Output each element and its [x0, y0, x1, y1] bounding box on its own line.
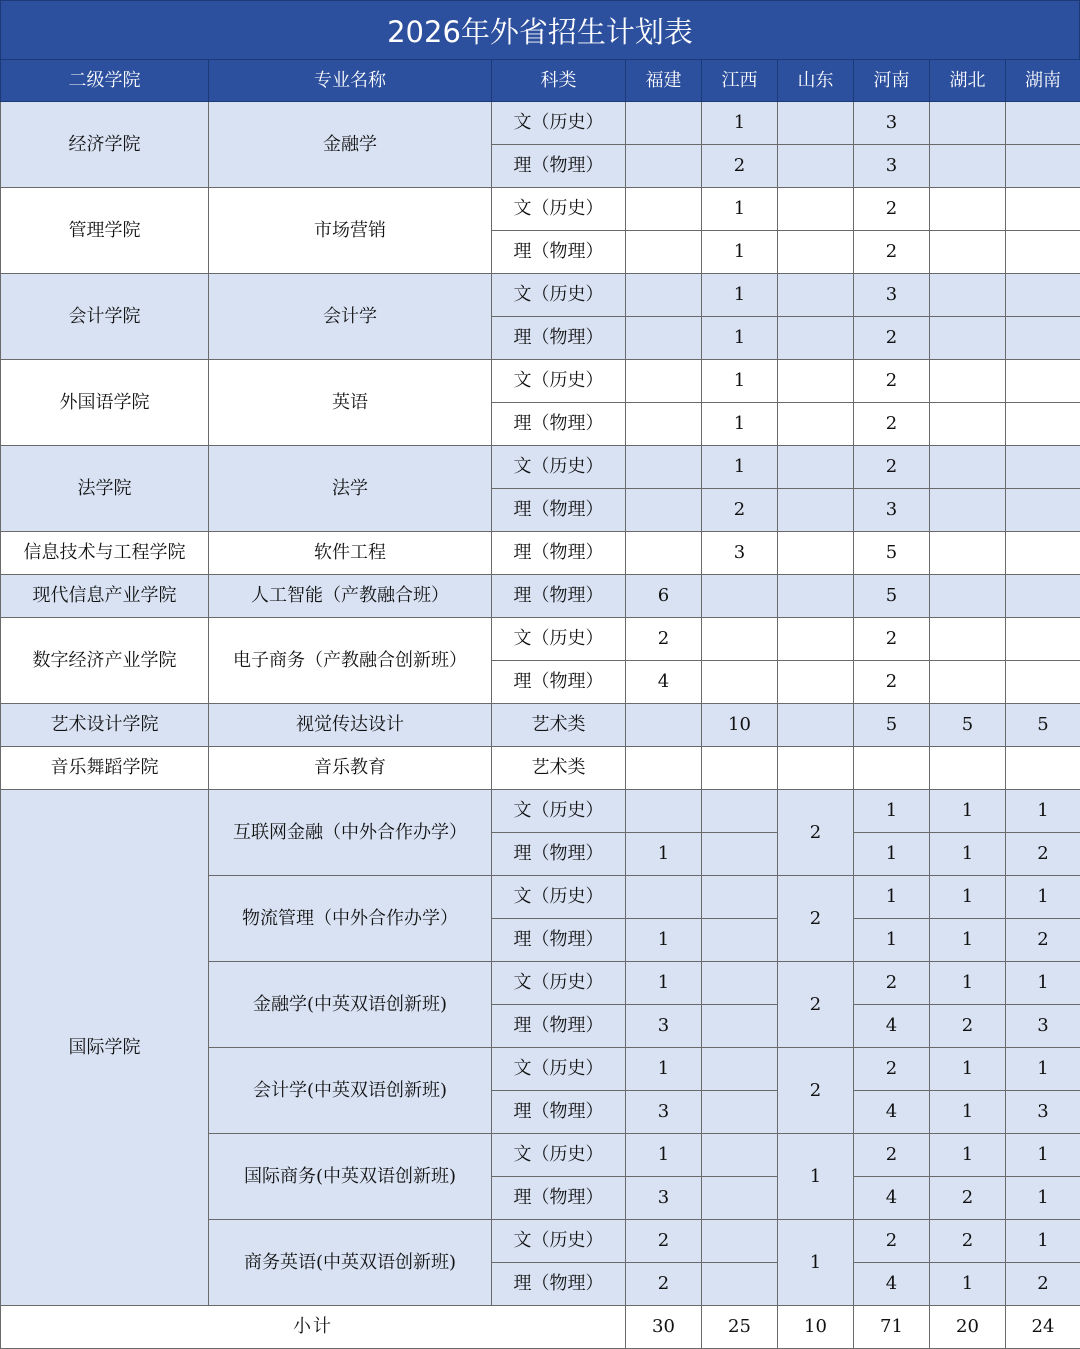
value-shandong: 2	[778, 1048, 854, 1134]
college-cell: 音乐舞蹈学院	[1, 747, 209, 790]
value-shandong	[778, 532, 854, 575]
category-cell: 理（物理）	[492, 489, 626, 532]
value-shandong	[778, 403, 854, 446]
category-cell: 理（物理）	[492, 145, 626, 188]
value-hubei: 1	[930, 1134, 1006, 1177]
table-row	[1, 618, 1080, 661]
value-hubei: 1	[930, 919, 1006, 962]
value-henan: 2	[854, 1134, 930, 1177]
table-row	[1, 575, 1080, 618]
value-hunan: 3	[1006, 1091, 1080, 1134]
major-cell: 视觉传达设计	[209, 704, 492, 747]
value-jiangxi: 1	[702, 274, 778, 317]
table-row	[1, 274, 1080, 317]
value-jiangxi: 2	[702, 489, 778, 532]
college-cell: 法学院	[1, 446, 209, 532]
value-hubei	[930, 360, 1006, 403]
value-shandong	[778, 231, 854, 274]
value-hunan	[1006, 360, 1080, 403]
value-jiangxi: 1	[702, 231, 778, 274]
value-hubei	[930, 489, 1006, 532]
value-fujian	[626, 102, 702, 145]
header-category: 科类	[492, 60, 626, 102]
table-row	[1, 446, 1080, 489]
value-henan: 2	[854, 317, 930, 360]
table-row	[1, 747, 1080, 790]
enrollment-table	[0, 59, 1080, 1349]
category-cell: 文（历史）	[492, 188, 626, 231]
value-hubei: 2	[930, 1177, 1006, 1220]
value-henan: 1	[854, 833, 930, 876]
value-hubei	[930, 274, 1006, 317]
value-fujian	[626, 188, 702, 231]
category-cell: 艺术类	[492, 704, 626, 747]
value-shandong: 1	[778, 1220, 854, 1306]
value-hubei: 2	[930, 1220, 1006, 1263]
value-hunan	[1006, 747, 1080, 790]
value-jiangxi	[702, 1177, 778, 1220]
value-henan	[854, 747, 930, 790]
value-jiangxi	[702, 1134, 778, 1177]
header-hunan: 湖南	[1006, 60, 1080, 102]
value-jiangxi	[702, 833, 778, 876]
category-cell: 理（物理）	[492, 833, 626, 876]
category-cell: 理（物理）	[492, 919, 626, 962]
major-cell: 电子商务（产教融合创新班）	[209, 618, 492, 704]
category-cell: 理（物理）	[492, 661, 626, 704]
value-hubei	[930, 188, 1006, 231]
value-hunan	[1006, 618, 1080, 661]
major-cell: 金融学(中英双语创新班)	[209, 962, 492, 1048]
table-row	[1, 704, 1080, 747]
value-jiangxi: 1	[702, 360, 778, 403]
college-cell: 会计学院	[1, 274, 209, 360]
value-henan: 4	[854, 1263, 930, 1306]
value-shandong: 2	[778, 790, 854, 876]
value-hubei	[930, 532, 1006, 575]
value-hubei	[930, 575, 1006, 618]
value-hunan: 2	[1006, 833, 1080, 876]
total-row	[1, 1306, 1080, 1349]
value-henan: 5	[854, 575, 930, 618]
total-fujian: 30	[626, 1306, 702, 1349]
value-jiangxi: 1	[702, 317, 778, 360]
value-fujian	[626, 532, 702, 575]
category-cell: 文（历史）	[492, 102, 626, 145]
value-jiangxi: 1	[702, 403, 778, 446]
value-jiangxi	[702, 618, 778, 661]
value-shandong	[778, 145, 854, 188]
value-shandong	[778, 575, 854, 618]
value-jiangxi	[702, 790, 778, 833]
value-hunan	[1006, 188, 1080, 231]
value-jiangxi: 10	[702, 704, 778, 747]
category-cell: 文（历史）	[492, 274, 626, 317]
value-hunan	[1006, 274, 1080, 317]
value-hunan: 1	[1006, 1220, 1080, 1263]
value-hunan: 3	[1006, 1005, 1080, 1048]
category-cell: 理（物理）	[492, 1005, 626, 1048]
value-shandong: 2	[778, 876, 854, 962]
value-jiangxi	[702, 962, 778, 1005]
value-fujian	[626, 360, 702, 403]
value-henan: 3	[854, 145, 930, 188]
header-major: 专业名称	[209, 60, 492, 102]
value-henan: 4	[854, 1177, 930, 1220]
value-jiangxi	[702, 661, 778, 704]
value-fujian	[626, 446, 702, 489]
value-hubei	[930, 403, 1006, 446]
value-henan: 2	[854, 1220, 930, 1263]
category-cell: 文（历史）	[492, 790, 626, 833]
value-hubei	[930, 317, 1006, 360]
value-hubei	[930, 618, 1006, 661]
table-row	[1, 188, 1080, 231]
value-hubei: 1	[930, 833, 1006, 876]
value-henan: 2	[854, 188, 930, 231]
value-fujian	[626, 231, 702, 274]
value-hunan	[1006, 489, 1080, 532]
value-hunan	[1006, 532, 1080, 575]
value-shandong	[778, 446, 854, 489]
major-cell: 会计学(中英双语创新班)	[209, 1048, 492, 1134]
category-cell: 文（历史）	[492, 360, 626, 403]
value-shandong	[778, 102, 854, 145]
category-cell: 文（历史）	[492, 1134, 626, 1177]
value-jiangxi	[702, 1220, 778, 1263]
value-fujian: 1	[626, 962, 702, 1005]
value-fujian: 6	[626, 575, 702, 618]
value-hunan: 2	[1006, 1263, 1080, 1306]
value-hunan: 1	[1006, 790, 1080, 833]
value-henan: 2	[854, 446, 930, 489]
category-cell: 理（物理）	[492, 1263, 626, 1306]
value-hunan	[1006, 231, 1080, 274]
major-cell: 国际商务(中英双语创新班)	[209, 1134, 492, 1220]
value-hunan: 1	[1006, 876, 1080, 919]
value-henan: 2	[854, 360, 930, 403]
value-fujian	[626, 145, 702, 188]
value-shandong	[778, 747, 854, 790]
college-cell: 信息技术与工程学院	[1, 532, 209, 575]
sheet-title: 2026年外省招生计划表	[0, 0, 1080, 60]
total-hubei: 20	[930, 1306, 1006, 1349]
value-fujian: 1	[626, 919, 702, 962]
value-jiangxi	[702, 1091, 778, 1134]
major-cell: 音乐教育	[209, 747, 492, 790]
value-fujian	[626, 403, 702, 446]
value-jiangxi	[702, 1263, 778, 1306]
category-cell: 理（物理）	[492, 231, 626, 274]
value-henan: 4	[854, 1005, 930, 1048]
value-henan: 2	[854, 1048, 930, 1091]
value-hubei: 1	[930, 1091, 1006, 1134]
value-hunan: 1	[1006, 1134, 1080, 1177]
value-hunan	[1006, 102, 1080, 145]
value-jiangxi	[702, 1048, 778, 1091]
college-cell: 艺术设计学院	[1, 704, 209, 747]
value-hunan	[1006, 317, 1080, 360]
category-cell: 文（历史）	[492, 1220, 626, 1263]
value-hubei	[930, 102, 1006, 145]
total-jiangxi: 25	[702, 1306, 778, 1349]
value-hubei: 1	[930, 1263, 1006, 1306]
value-fujian: 1	[626, 833, 702, 876]
header-college: 二级学院	[1, 60, 209, 102]
value-fujian: 1	[626, 1134, 702, 1177]
value-hunan	[1006, 661, 1080, 704]
value-henan: 2	[854, 618, 930, 661]
value-fujian: 2	[626, 618, 702, 661]
college-cell: 国际学院	[1, 790, 209, 1306]
value-shandong	[778, 489, 854, 532]
header-fujian: 福建	[626, 60, 702, 102]
category-cell: 理（物理）	[492, 317, 626, 360]
total-shandong: 10	[778, 1306, 854, 1349]
major-cell: 商务英语(中英双语创新班)	[209, 1220, 492, 1306]
category-cell: 理（物理）	[492, 532, 626, 575]
major-cell: 金融学	[209, 102, 492, 188]
header-henan: 河南	[854, 60, 930, 102]
category-cell: 理（物理）	[492, 1177, 626, 1220]
table-row	[1, 532, 1080, 575]
header-jiangxi: 江西	[702, 60, 778, 102]
value-shandong	[778, 704, 854, 747]
value-fujian	[626, 747, 702, 790]
category-cell: 理（物理）	[492, 575, 626, 618]
table-row	[1, 790, 1080, 833]
category-cell: 文（历史）	[492, 876, 626, 919]
value-fujian: 1	[626, 1048, 702, 1091]
value-jiangxi	[702, 747, 778, 790]
category-cell: 艺术类	[492, 747, 626, 790]
value-fujian: 3	[626, 1005, 702, 1048]
value-henan: 3	[854, 102, 930, 145]
value-fujian	[626, 790, 702, 833]
value-henan: 2	[854, 962, 930, 1005]
total-label: 小计	[1, 1306, 626, 1349]
value-hubei	[930, 145, 1006, 188]
value-shandong	[778, 274, 854, 317]
value-fujian	[626, 704, 702, 747]
value-hunan: 1	[1006, 962, 1080, 1005]
header-row	[1, 60, 1080, 102]
value-fujian	[626, 317, 702, 360]
value-jiangxi: 1	[702, 446, 778, 489]
value-shandong	[778, 618, 854, 661]
value-shandong	[778, 188, 854, 231]
value-jiangxi: 2	[702, 145, 778, 188]
value-henan: 1	[854, 919, 930, 962]
major-cell: 软件工程	[209, 532, 492, 575]
value-hubei: 1	[930, 1048, 1006, 1091]
value-hubei	[930, 231, 1006, 274]
category-cell: 文（历史）	[492, 446, 626, 489]
value-shandong	[778, 360, 854, 403]
value-fujian: 2	[626, 1220, 702, 1263]
value-fujian: 4	[626, 661, 702, 704]
header-shandong: 山东	[778, 60, 854, 102]
value-fujian: 3	[626, 1177, 702, 1220]
total-hunan: 24	[1006, 1306, 1080, 1349]
value-hunan: 5	[1006, 704, 1080, 747]
major-cell: 英语	[209, 360, 492, 446]
value-hubei: 1	[930, 876, 1006, 919]
value-jiangxi: 3	[702, 532, 778, 575]
value-fujian: 2	[626, 1263, 702, 1306]
major-cell: 互联网金融（中外合作办学）	[209, 790, 492, 876]
value-hubei: 2	[930, 1005, 1006, 1048]
value-jiangxi: 1	[702, 188, 778, 231]
value-henan: 2	[854, 231, 930, 274]
value-shandong: 2	[778, 962, 854, 1048]
value-fujian	[626, 876, 702, 919]
category-cell: 文（历史）	[492, 1048, 626, 1091]
value-henan: 3	[854, 274, 930, 317]
value-henan: 1	[854, 876, 930, 919]
category-cell: 文（历史）	[492, 618, 626, 661]
category-cell: 文（历史）	[492, 962, 626, 1005]
value-fujian	[626, 489, 702, 532]
value-hunan	[1006, 575, 1080, 618]
value-hunan: 1	[1006, 1177, 1080, 1220]
major-cell: 市场营销	[209, 188, 492, 274]
college-cell: 管理学院	[1, 188, 209, 274]
value-hunan	[1006, 145, 1080, 188]
value-jiangxi	[702, 876, 778, 919]
value-hunan: 1	[1006, 1048, 1080, 1091]
value-hubei	[930, 661, 1006, 704]
value-henan: 4	[854, 1091, 930, 1134]
value-hubei	[930, 747, 1006, 790]
table-row	[1, 360, 1080, 403]
value-henan: 5	[854, 704, 930, 747]
value-henan: 5	[854, 532, 930, 575]
value-shandong	[778, 317, 854, 360]
value-henan: 2	[854, 403, 930, 446]
college-cell: 数字经济产业学院	[1, 618, 209, 704]
college-cell: 现代信息产业学院	[1, 575, 209, 618]
value-shandong: 1	[778, 1134, 854, 1220]
college-cell: 经济学院	[1, 102, 209, 188]
college-cell: 外国语学院	[1, 360, 209, 446]
value-jiangxi	[702, 575, 778, 618]
major-cell: 物流管理（中外合作办学）	[209, 876, 492, 962]
value-jiangxi	[702, 1005, 778, 1048]
value-hunan: 2	[1006, 919, 1080, 962]
category-cell: 理（物理）	[492, 1091, 626, 1134]
major-cell: 人工智能（产教融合班）	[209, 575, 492, 618]
major-cell: 法学	[209, 446, 492, 532]
value-hunan	[1006, 446, 1080, 489]
value-henan: 2	[854, 661, 930, 704]
value-jiangxi	[702, 919, 778, 962]
value-hubei: 1	[930, 790, 1006, 833]
value-jiangxi: 1	[702, 102, 778, 145]
total-henan: 71	[854, 1306, 930, 1349]
value-fujian	[626, 274, 702, 317]
table-row	[1, 102, 1080, 145]
header-hubei: 湖北	[930, 60, 1006, 102]
value-hubei: 1	[930, 962, 1006, 1005]
major-cell: 会计学	[209, 274, 492, 360]
category-cell: 理（物理）	[492, 403, 626, 446]
value-fujian: 3	[626, 1091, 702, 1134]
value-hubei: 5	[930, 704, 1006, 747]
value-shandong	[778, 661, 854, 704]
value-hunan	[1006, 403, 1080, 446]
value-henan: 3	[854, 489, 930, 532]
value-hubei	[930, 446, 1006, 489]
value-henan: 1	[854, 790, 930, 833]
